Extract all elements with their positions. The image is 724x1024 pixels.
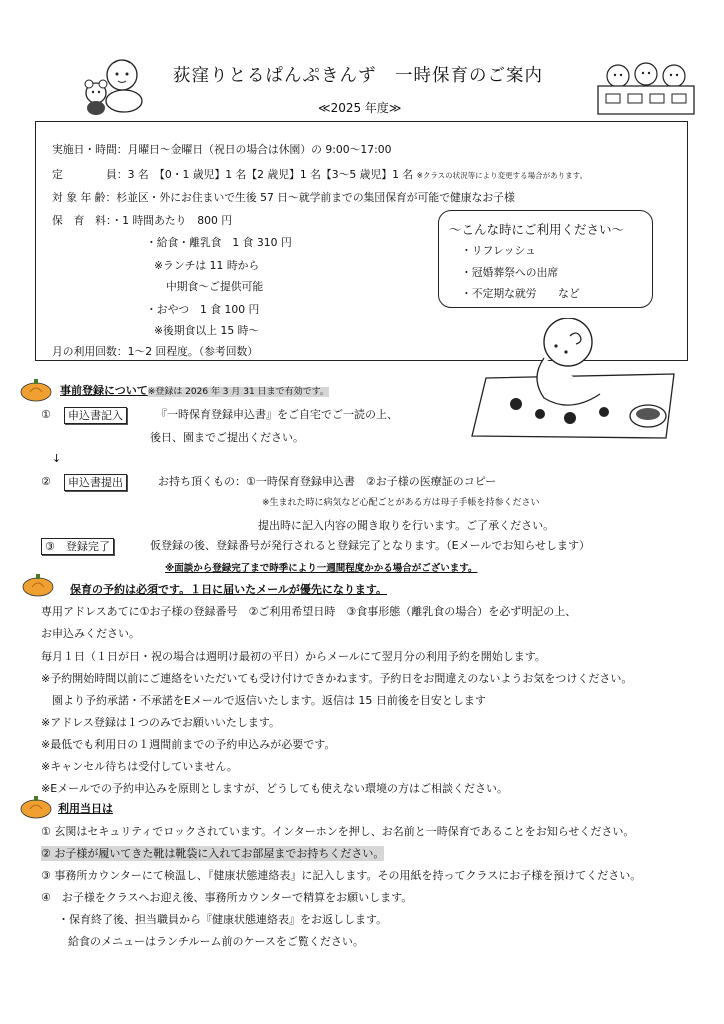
fee-snack: ・おやつ 1 食 100 円 <box>146 303 260 316</box>
fee-baby-food-note: 中期食～ご提供可能 <box>166 280 264 293</box>
reservation-line: ※最低でも利用日の１週間前までの予約申込みが必要です。 <box>41 738 336 751</box>
bubble-item: ・不定期な就労 など <box>461 287 580 300</box>
day-of-use-line: ③ 事務所カウンターにて検温し、『健康状態連絡表』に記入します。その用紙を持ってクラスにお子様を預けてください。 <box>41 869 642 882</box>
step2-text2: 提出時に記入内容の聞き取りを行います。ご了承ください。 <box>258 519 555 532</box>
pumpkin-icon <box>21 571 55 597</box>
day-of-use-line: ② お子様が履いてきた靴は靴袋に入れてお部屋までお持ちください。 <box>41 847 385 860</box>
reservation-line: 園より予約承諾・不承諾をEメールで返信いたします。返信は 15 日前後を目安とします <box>41 694 486 707</box>
monthly-usage: 月の利用回数：1～2 回程度。（参考回数） <box>52 345 259 358</box>
step1-text: 『一時保育登録申込書』をご自宅でご一読の上、 <box>156 408 398 421</box>
step3-label: ③ 登録完了 <box>41 538 114 555</box>
info-value: ：月曜日～金曜日（祝日の場合は休園）の 9:00～17:00 <box>116 143 392 156</box>
day-of-use-heading: 利用当日は <box>58 802 113 815</box>
down-arrow-icon: ↓ <box>52 452 62 465</box>
fee-snack-note: ※後期食以上 15 時～ <box>154 324 260 337</box>
info-value: ：・1 時間あたり 800 円 <box>105 214 233 227</box>
day-of-use-line: 給食のメニューはランチルーム前のケースをご覧ください。 <box>68 935 364 948</box>
fee-meal: ・給食・離乳食 1 食 310 円 <box>146 236 292 249</box>
info-value: ：杉並区・外にお住まいで生後 57 日～就学前までの集団保育が可能で健康なお子様 <box>105 191 515 204</box>
reservation-line: 専用アドレスあてに①お子様の登録番号 ②ご利用希望日時 ③食事形態（離乳食の場合）を必ず明記の上、 <box>41 605 577 618</box>
info-label: 定 員 <box>52 168 117 181</box>
day-of-use-line: ・保育終了後、担当職員から『健康状態連絡表』をお返しします。 <box>58 913 388 926</box>
reservation-line: お申込みください。 <box>41 627 140 640</box>
fiscal-year: ≪2025 年度≫ <box>318 101 402 115</box>
registration-heading: 事前登録について <box>60 384 148 397</box>
step1-text2: 後日、園までご提出ください。 <box>150 431 304 444</box>
reservation-line: 毎月１日（１日が日・祝の場合は週明け最初の平日）からメールにて翌月分の利用予約を開始します。 <box>41 650 546 663</box>
reservation-line: ※Eメールでの予約申込みを原則としますが、どうしても使えない環境の方はご相談ください。 <box>41 782 508 795</box>
reservation-line: ※キャンセル待ちは受付していません。 <box>41 760 238 773</box>
step2-label: 申込書提出 <box>64 474 127 491</box>
info-row-fee <box>52 214 232 228</box>
day-of-use-line: ① 玄関はセキュリティでロックされています。インターホンを押し、お名前と一時保育であることをお知らせください。 <box>41 825 635 838</box>
pumpkin-icon <box>19 793 53 819</box>
info-row-hours <box>52 143 392 157</box>
step1-label: 申込書記入 <box>64 407 127 424</box>
reservation-line: ※予約開始時間以前にご連絡をいただいても受け付けできかねます。予約日をお間違えのないようお気をつけください。 <box>41 672 633 685</box>
page-title: 荻窪りとるぱんぷきんず 一時保育のご案内 <box>173 66 543 86</box>
registration-validity-note: ※登録は 2026 年 3 月 31 日まで有効です。 <box>147 387 329 397</box>
bubble-heading: ～こんな時にご利用ください～ <box>449 222 625 237</box>
info-label: 保 育 料 <box>52 214 106 227</box>
info-row-capacity <box>52 168 587 183</box>
step2-number: ② <box>41 475 51 488</box>
fee-lunch-note: ※ランチは 11 時から <box>154 259 260 272</box>
capacity-note: ※クラスの状況等により変更する場合があります。 <box>416 171 588 180</box>
animals-in-box-illustration <box>590 56 702 118</box>
day-of-use-line: ④ お子様をクラスへお迎え後、事務所カウンターで精算をお願いします。 <box>41 891 413 904</box>
info-row-age <box>52 191 515 205</box>
usage-examples-bubble <box>438 210 653 308</box>
reservation-heading: 保育の予約は必須です。１日に届いたメールが優先になります。 <box>70 583 388 596</box>
step3-text: 仮登録の後、登録番号が発行されると登録完了となります。（Eメールでお知らせします） <box>150 539 591 552</box>
step2-note: ※生まれた時に病気など心配ごとがある方は母子手帳を持参ください <box>262 498 540 508</box>
bubble-item: ・リフレッシュ <box>461 244 536 257</box>
step2-text: お持ち頂くもの：①一時保育登録申込書 ②お子様の医療証のコピー <box>158 475 497 488</box>
info-label: 対 象 年 齢 <box>52 191 106 204</box>
pumpkin-icon <box>19 376 53 402</box>
reservation-line: ※アドレス登録は１つのみでお願いいたします。 <box>41 716 281 729</box>
step3-note: ※面談から登録完了まで時季により一週間程度かかる場合がございます。 <box>165 563 478 574</box>
info-value: ：3 名 【0・1 歳児】1 名【2 歳児】1 名【3～5 歳児】1 名 <box>116 168 414 181</box>
baby-painting-illustration <box>470 318 690 440</box>
step1-number: ① <box>41 408 51 421</box>
baby-with-bear-illustration <box>78 55 158 117</box>
info-label: 実施日・時間 <box>52 143 117 156</box>
registration-heading-line <box>60 383 329 400</box>
bubble-item: ・冠婚葬祭への出席 <box>461 266 559 279</box>
